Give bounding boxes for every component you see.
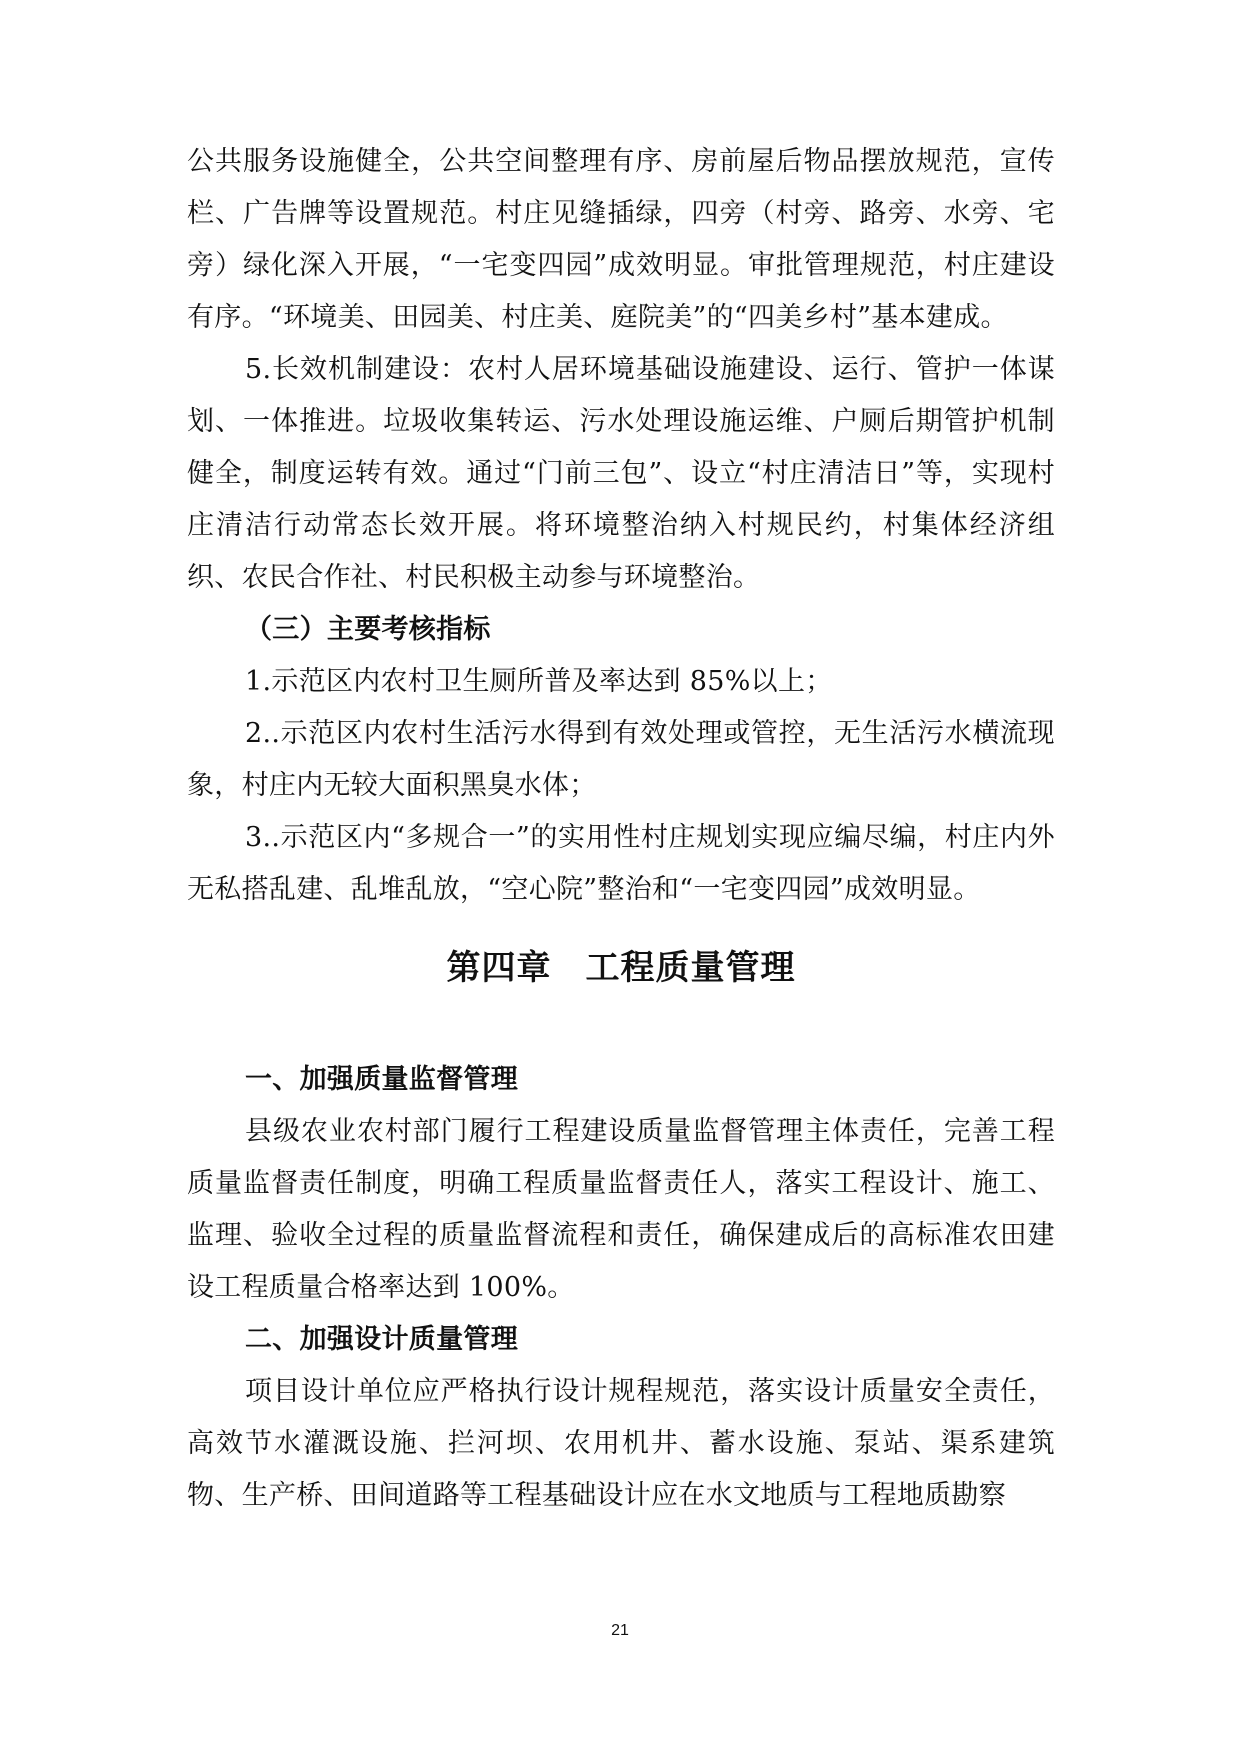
indicator-item-3: 3..示范区内“多规合一”的实用性村庄规划实现应编尽编，村庄内外无私搭乱建、乱堆乱放，“空心院”整治和“一宅变四园”成效明显。 bbox=[187, 822, 1055, 905]
indicator-item-1: 1.示范区内农村卫生厕所普及率达到 85%以上； bbox=[245, 666, 833, 697]
section-heading-quality-supervision: 一、加强质量监督管理 bbox=[245, 1064, 518, 1095]
chapter-number: 第四章 bbox=[446, 948, 552, 988]
paragraph-quality-supervision: 县级农业农村部门履行工程建设质量监督管理主体责任，完善工程质量监督责任制度，明确工程质量监督责任人，落实工程设计、施工、监理、验收全过程的质量监督流程和责任，确保建成后的高标准农田建设工程质量合格率达到 100%。 bbox=[187, 1116, 1055, 1303]
chapter-title: 工程质量管理 bbox=[585, 948, 796, 988]
chapter-heading bbox=[187, 916, 1055, 1054]
paragraph-long-term-mechanism: 5.长效机制建设：农村人居环境基础设施建设、运行、管护一体谋划、一体推进。垃圾收集转运、污水处理设施运维、户厕后期管护机制健全，制度运转有效。通过“门前三包”、设立“村庄清洁日”等，实现村庄清洁行动常态长效开展。将环境整治纳入村规民约，村集体经济组织、农民合作社、村民积极主动参与环境整治。 bbox=[187, 354, 1055, 593]
paragraph-continuation: 公共服务设施健全，公共空间整理有序、房前屋后物品摆放规范，宣传栏、广告牌等设置规范。村庄见缝插绿，四旁（村旁、路旁、水旁、宅旁）绿化深入开展，“一宅变四园”成效明显。审批管理规范，村庄建设有序。“环境美、田园美、村庄美、庭院美”的“四美乡村”基本建成。 bbox=[187, 146, 1055, 333]
section-heading-assessment-indicators: （三）主要考核指标 bbox=[245, 614, 491, 645]
page-number: 21 bbox=[611, 1622, 629, 1639]
section-heading-design-quality: 二、加强设计质量管理 bbox=[245, 1324, 518, 1355]
indicator-item-2: 2..示范区内农村生活污水得到有效处理或管控，无生活污水横流现象，村庄内无较大面积黑臭水体； bbox=[187, 718, 1055, 801]
paragraph-design-quality: 项目设计单位应严格执行设计规程规范，落实设计质量安全责任，高效节水灌溉设施、拦河坝、农用机井、蓄水设施、泵站、渠系建筑物、生产桥、田间道路等工程基础设计应在水文地质与工程地质勘察 bbox=[187, 1376, 1055, 1511]
body-text bbox=[187, 136, 1055, 1522]
